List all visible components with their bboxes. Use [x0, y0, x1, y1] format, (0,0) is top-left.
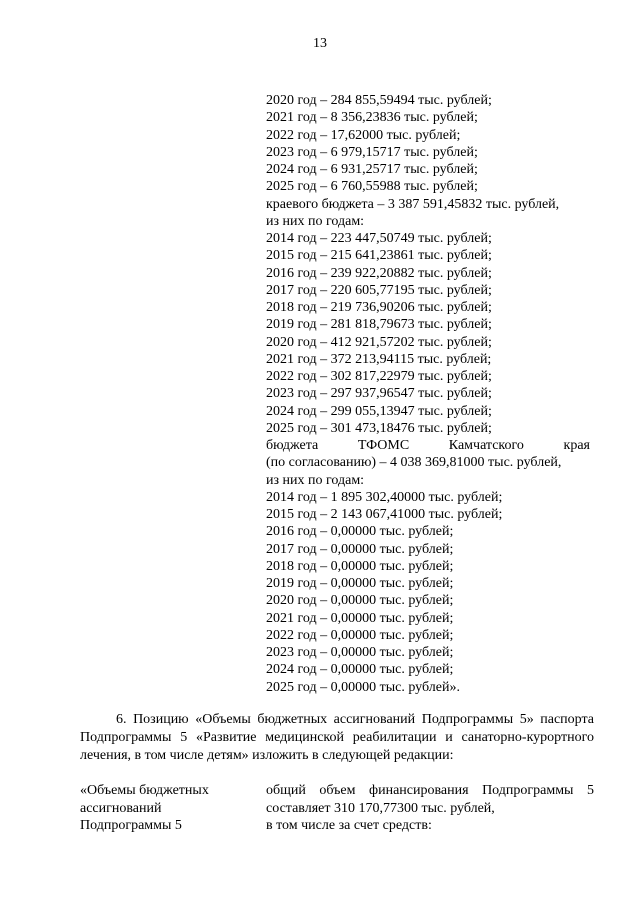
budget-line: 2017 год – 0,00000 тыс. рублей;: [266, 541, 454, 557]
table-left-column: [80, 782, 250, 835]
budget-line: из них по годам:: [266, 213, 365, 229]
table-left-line: ассигнований: [80, 800, 162, 816]
budget-line: 2025 год – 301 473,18476 тыс. рублей;: [266, 420, 492, 436]
budget-line: 2019 год – 281 818,79673 тыс. рублей;: [266, 317, 492, 333]
budget-line: 2018 год – 219 736,90206 тыс. рублей;: [266, 300, 492, 315]
budget-line: 2023 год – 297 937,96547 тыс. рублей;: [266, 386, 492, 402]
budget-line: 2020 год – 284 855,59494 тыс. рублей;: [266, 93, 492, 108]
budget-line: (по согласованию) – 4 038 369,81000 тыс. рублей,: [266, 455, 562, 471]
table-right-line: в том числе за счет средств:: [266, 818, 432, 833]
budget-line: 2024 год – 6 931,25717 тыс. рублей;: [266, 162, 478, 177]
budget-line: 2020 год – 0,00000 тыс. рублей;: [266, 593, 454, 609]
budget-line: 2022 год – 0,00000 тыс. рублей;: [266, 627, 454, 643]
budget-line: 2014 год – 1 895 302,40000 тыс. рублей;: [266, 489, 503, 505]
budget-line: 2017 год – 220 605,77195 тыс. рублей;: [266, 282, 492, 298]
budget-line: 2025 год – 0,00000 тыс. рублей».: [266, 679, 460, 695]
budget-line: 2020 год – 412 921,57202 тыс. рублей;: [266, 334, 492, 350]
budget-line: 2019 год – 0,00000 тыс. рублей;: [266, 576, 454, 591]
table-left-line: Подпрограммы 5: [80, 818, 182, 833]
budget-line: 2016 год – 0,00000 тыс. рублей;: [266, 524, 454, 540]
budget-breakdown: [266, 92, 590, 696]
budget-line: 2021 год – 372 213,94115 тыс. рублей;: [266, 351, 492, 367]
budget-line: 2022 год – 302 817,22979 тыс. рублей;: [266, 369, 492, 384]
budget-line: 2021 год – 0,00000 тыс. рублей;: [266, 610, 454, 626]
table-right-column: [266, 782, 594, 835]
budget-line: бюджета ТФОМС Камчатского края: [266, 438, 590, 453]
page-number: 13: [313, 36, 327, 51]
budget-line: 2014 год – 223 447,50749 тыс. рублей;: [266, 231, 492, 246]
budget-line: 2015 год – 2 143 067,41000 тыс. рублей;: [266, 507, 503, 522]
paragraph-6: 6. Позицию «Объемы бюджетных ассигнований Подпрограммы 5» паспорта Подпрограммы 5 «Развитие медицинской реабилитации и санаторно-курортного лечения, в том числе детям» изложить в следующей редакции:: [80, 712, 594, 763]
budget-line: краевого бюджета – 3 387 591,45832 тыс. рублей,: [266, 196, 560, 212]
table-left-line: «Объемы бюджетных: [80, 783, 209, 798]
table-right-line: составляет 310 170,77300 тыс. рублей,: [266, 800, 495, 816]
budget-line: 2016 год – 239 922,20882 тыс. рублей;: [266, 265, 492, 281]
budget-line: 2024 год – 299 055,13947 тыс. рублей;: [266, 403, 492, 419]
budget-line: 2024 год – 0,00000 тыс. рублей;: [266, 662, 454, 678]
budget-line: 2022 год – 17,62000 тыс. рублей;: [266, 127, 461, 143]
budget-line: 2015 год – 215 641,23861 тыс. рублей;: [266, 248, 492, 264]
budget-line: 2023 год – 6 979,15717 тыс. рублей;: [266, 144, 478, 160]
budget-line: 2018 год – 0,00000 тыс. рублей;: [266, 558, 454, 574]
budget-line: 2021 год – 8 356,23836 тыс. рублей;: [266, 110, 478, 126]
budget-line: 2025 год – 6 760,55988 тыс. рублей;: [266, 179, 478, 195]
table-right-line: общий объем финансирования Подпрограммы 5: [266, 783, 594, 798]
budget-line: из них по годам:: [266, 472, 365, 488]
budget-line: 2023 год – 0,00000 тыс. рублей;: [266, 645, 454, 660]
